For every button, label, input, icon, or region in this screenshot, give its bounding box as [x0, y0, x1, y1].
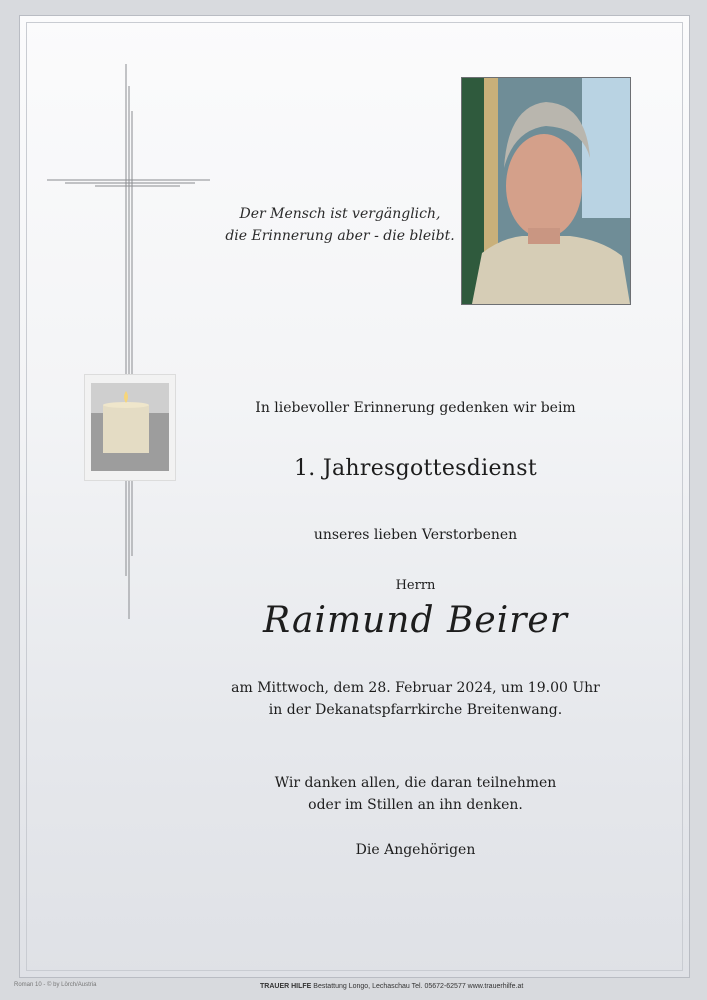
thanks-line-2: oder im Stillen an ihn denken.	[308, 797, 523, 813]
salutation: Herrn	[395, 578, 436, 593]
footer-contact: Bestattung Longo, Lechaschau Tel. 05672-62577 www.trauerhilfe.at	[313, 983, 524, 990]
quote	[200, 203, 480, 247]
quote-line-2: die Erinnerung aber - die bleibt.	[225, 228, 455, 244]
memorial-card	[19, 15, 690, 978]
event-title: 1. Jahresgottesdienst	[294, 456, 537, 481]
quote-line-1: Der Mensch ist vergänglich,	[239, 206, 441, 222]
footer-copyright: Roman 10 - © by Lörch/Austria	[14, 982, 97, 988]
service-details	[140, 677, 691, 721]
footer-brand: TRAUER HILFE	[260, 983, 312, 990]
thanks-line-1: Wir danken allen, die daran teilnehmen	[274, 775, 557, 791]
portrait-photo	[461, 77, 631, 305]
deceased-name: Raimund Beirer	[263, 600, 568, 641]
portrait-image	[462, 78, 630, 304]
thanks-text	[140, 772, 691, 816]
subtitle: unseres lieben Verstorbenen	[313, 527, 518, 543]
intro-text: In liebevoller Erinnerung gedenken wir beim	[255, 400, 576, 416]
cross-icon	[20, 16, 260, 656]
footer-info	[260, 983, 523, 990]
service-date: am Mittwoch, dem 28. Februar 2024, um 19.00 Uhr	[231, 680, 600, 696]
signature: Die Angehörigen	[355, 842, 476, 858]
service-location: in der Dekanatspfarrkirche Breitenwang.	[268, 702, 563, 718]
